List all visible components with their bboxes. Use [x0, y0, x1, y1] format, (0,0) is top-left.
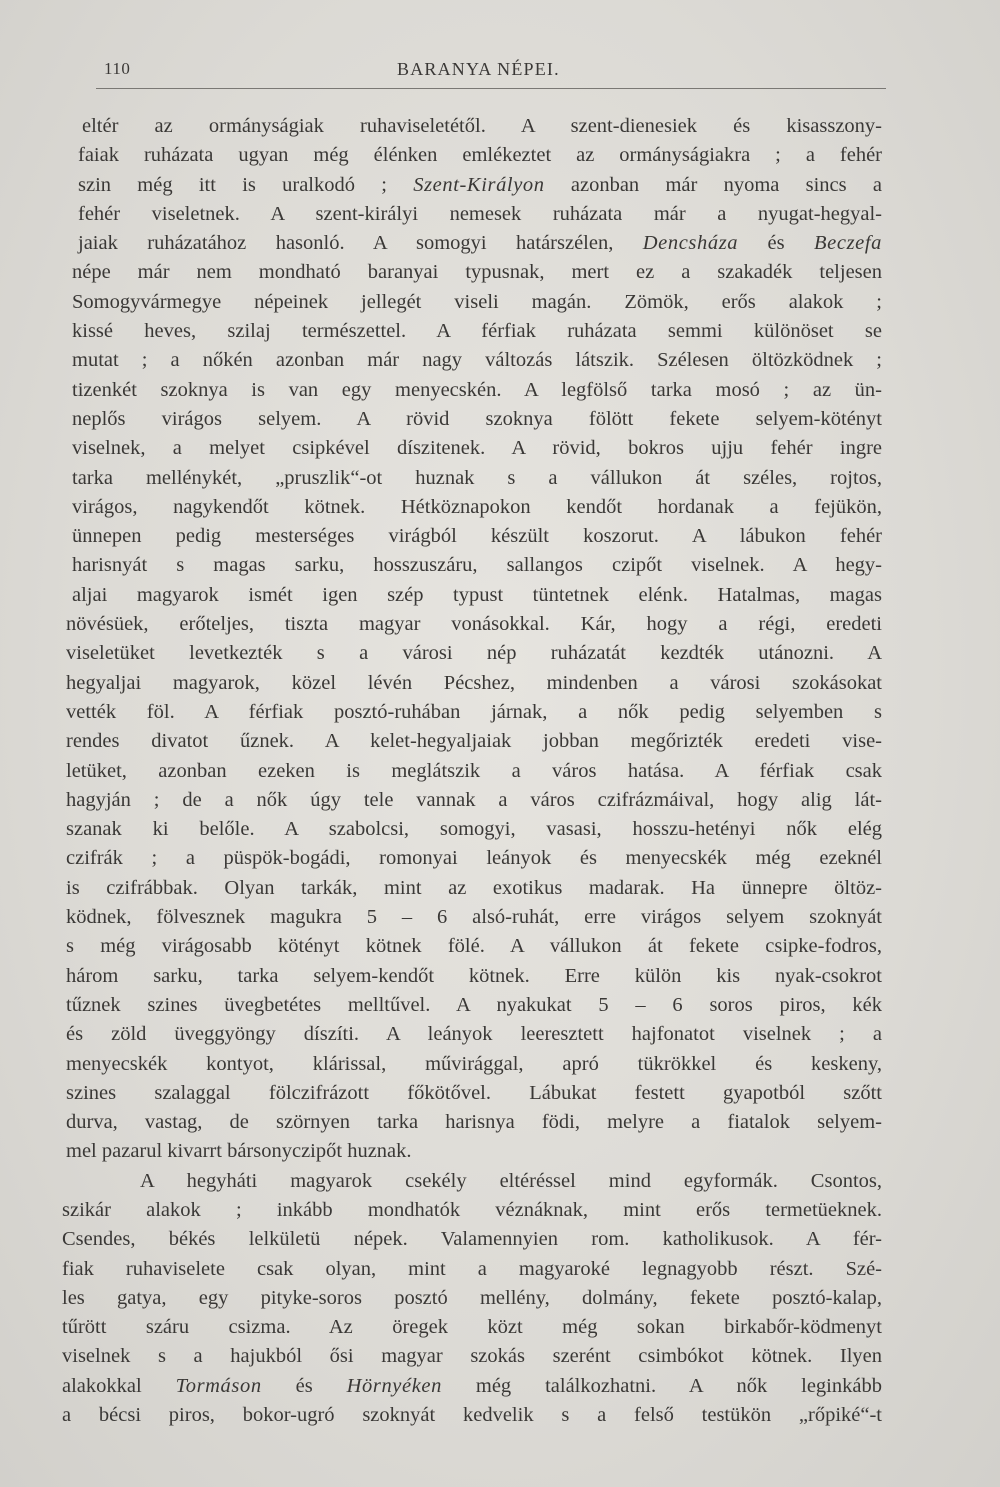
text-line: viseletüket levetkezték s a városi nép ruházatát kezdték utánozni. A: [66, 642, 882, 665]
text-line: a bécsi piros, bokor-ugró szoknyát kedvelik s a felső testükön „rőpiké“-t: [62, 1404, 882, 1427]
text-line: viselnek, a melyet csipkével díszitenek. A rövid, bokros ujju fehér ingre: [72, 437, 882, 460]
text-line: népe már nem mondható baranyai typusnak, mert ez a szakadék teljesen: [72, 261, 882, 284]
text-line: rendes divatot űznek. A kelet-hegyaljaiak jobban megőrizték eredeti vise-: [66, 730, 882, 753]
text-line: tűrött száru csizma. Az öregek közt még sokan birkabőr-ködmenyt: [62, 1316, 882, 1339]
text-line: szin még itt is uralkodó ; Szent-Királyon azonban már nyoma sincs a: [78, 173, 883, 196]
text-line: szanak ki belőle. A szabolcsi, somogyi, vasasi, hosszu-hetényi nők elég: [66, 818, 882, 841]
text-line: növésüek, erőteljes, tiszta magyar vonásokkal. Kár, hogy a régi, eredeti: [66, 613, 882, 636]
text-line: is czifrábbak. Olyan tarkák, mint az exotikus madarak. Ha ünnepre öltöz-: [66, 876, 882, 899]
text-line: három sarku, tarka selyem-kendőt kötnek. Erre külön kis nyak-csokrot: [66, 964, 882, 987]
text-line: virágos, nagykendőt kötnek. Hétköznapokon kendőt hordanak a fejükön,: [72, 495, 882, 518]
text-line: és zöld üveggyöngy díszíti. A leányok leeresztett hajfonatot viselnek ; a: [66, 1023, 882, 1046]
text-line: menyecskék kontyot, klárissal, művirággal, apró tükrökkel és keskeny,: [66, 1052, 882, 1075]
text-line: durva, vastag, de szörnyen tarka harisnya födi, melyre a fiatalok selyem-: [66, 1111, 882, 1134]
text-line: szikár alakok ; inkább mondhatók véznáknak, mint erős termetüeknek.: [62, 1198, 882, 1221]
place-name: Dencsháza: [642, 232, 739, 255]
text-line: fehér viseletnek. A szent-királyi nemesek ruházata már a nyugat-hegyal-: [78, 202, 882, 225]
text-line: fiak ruhaviselete csak olyan, mint a magyaroké legnagyobb részt. Szé-: [62, 1257, 882, 1280]
page-number: 110: [104, 59, 131, 78]
text-line: tűznek szines üvegbetétes melltűvel. A nyakukat 5 – 6 soros piros, kék: [66, 993, 882, 1016]
text-line: harisnyát s magas sarku, hosszuszáru, sallangos czipőt viselnek. A hegy-: [72, 554, 882, 577]
text-line: hegyaljai magyarok, közel lévén Pécshez, mindenben a városi szokásokat: [66, 671, 882, 694]
text-line: ünnepen pedig mesterséges virágból készült koszorut. A lábukon fehér: [72, 525, 882, 548]
text-line: neplős virágos selyem. A rövid szoknya fölött fekete selyem-kötényt: [72, 407, 882, 430]
text-line: jaiak ruházatához hasonló. A somogyi határszélen, Dencsháza és Beczefa: [78, 232, 882, 255]
place-name: Szent-Királyon: [413, 173, 545, 196]
page-header: [80, 55, 886, 91]
text-line: ködnek, fölvesznek magukra 5 – 6 alsó-ruhát, erre virágos selyem szoknyát: [66, 906, 882, 929]
text-line: faiak ruházata ugyan még élénken emlékeztet az ormányságiakra ; a fehér: [78, 144, 882, 167]
body-text: [62, 112, 882, 1430]
text-line: szines szalaggal fölczifrázott főkötővel. Lábukat festett gyapotból szőtt: [66, 1081, 882, 1104]
text-line: eltér az ormányságiak ruhaviseletétől. A szent-dienesiek és kisasszony-: [82, 115, 882, 137]
text-line: czifrák ; a püspök-bogádi, romonyai leányok és menyecskék még ezeknél: [66, 847, 882, 870]
place-name: Beczefa: [814, 232, 882, 255]
text-line: Csendes, békés lelkületü népek. Valamennyien rom. katholikusok. A fér-: [62, 1228, 882, 1251]
text-line: mel pazarul kivarrt bársonyczipőt huznak.: [66, 1140, 412, 1163]
text-line: les gatya, egy pityke-soros posztó mellény, dolmány, fekete posztó-kalap,: [62, 1286, 882, 1309]
text-line: viselnek s a hajukból ősi magyar szokás szerént csimbókot kötnek. Ilyen: [62, 1345, 882, 1368]
text-line: kissé heves, szilaj természettel. A férfiak ruházata semmi különöset se: [72, 320, 882, 343]
text-line: aljai magyarok ismét igen szép typust tüntetnek elénk. Hatalmas, magas: [72, 583, 882, 606]
text-line: tarka mellénykét, „pruszlik“-ot huznak s a vállukon át széles, rojtos,: [72, 466, 882, 489]
text-line: hagyján ; de a nők úgy tele vannak a város czifrázmáival, hogy alig lát-: [66, 788, 882, 811]
running-head: BARANYA NÉPEI.: [397, 59, 560, 79]
header-rule: [96, 88, 886, 89]
text-line: mutat ; a nőkén azonban már nagy változás látszik. Szélesen öltözködnek ;: [72, 349, 882, 372]
text-line: alakokkal Tormáson és Hörnyéken még találkozhatni. A nők leginkább: [62, 1374, 882, 1397]
place-name: Hörnyéken: [346, 1374, 442, 1397]
text-line: letüket, azonban ezeken is meglátszik a város hatása. A férfiak csak: [66, 759, 882, 782]
place-name: Tormáson: [175, 1374, 262, 1397]
text-line: Somogyvármegye népeinek jellegét viseli magán. Zömök, erős alakok ;: [72, 290, 882, 313]
text-line: tizenkét szoknya is van egy menyecskén. A legfölső tarka mosó ; az ün-: [72, 378, 882, 401]
text-line: s még virágosabb kötényt kötnek fölé. A vállukon át fekete csipke-fodros,: [66, 935, 882, 958]
text-line: A hegyháti magyarok csekély eltéréssel mind egyformák. Csontos,: [140, 1169, 882, 1192]
text-line: vették föl. A férfiak posztó-ruhában járnak, a nők pedig selyemben s: [66, 700, 882, 723]
